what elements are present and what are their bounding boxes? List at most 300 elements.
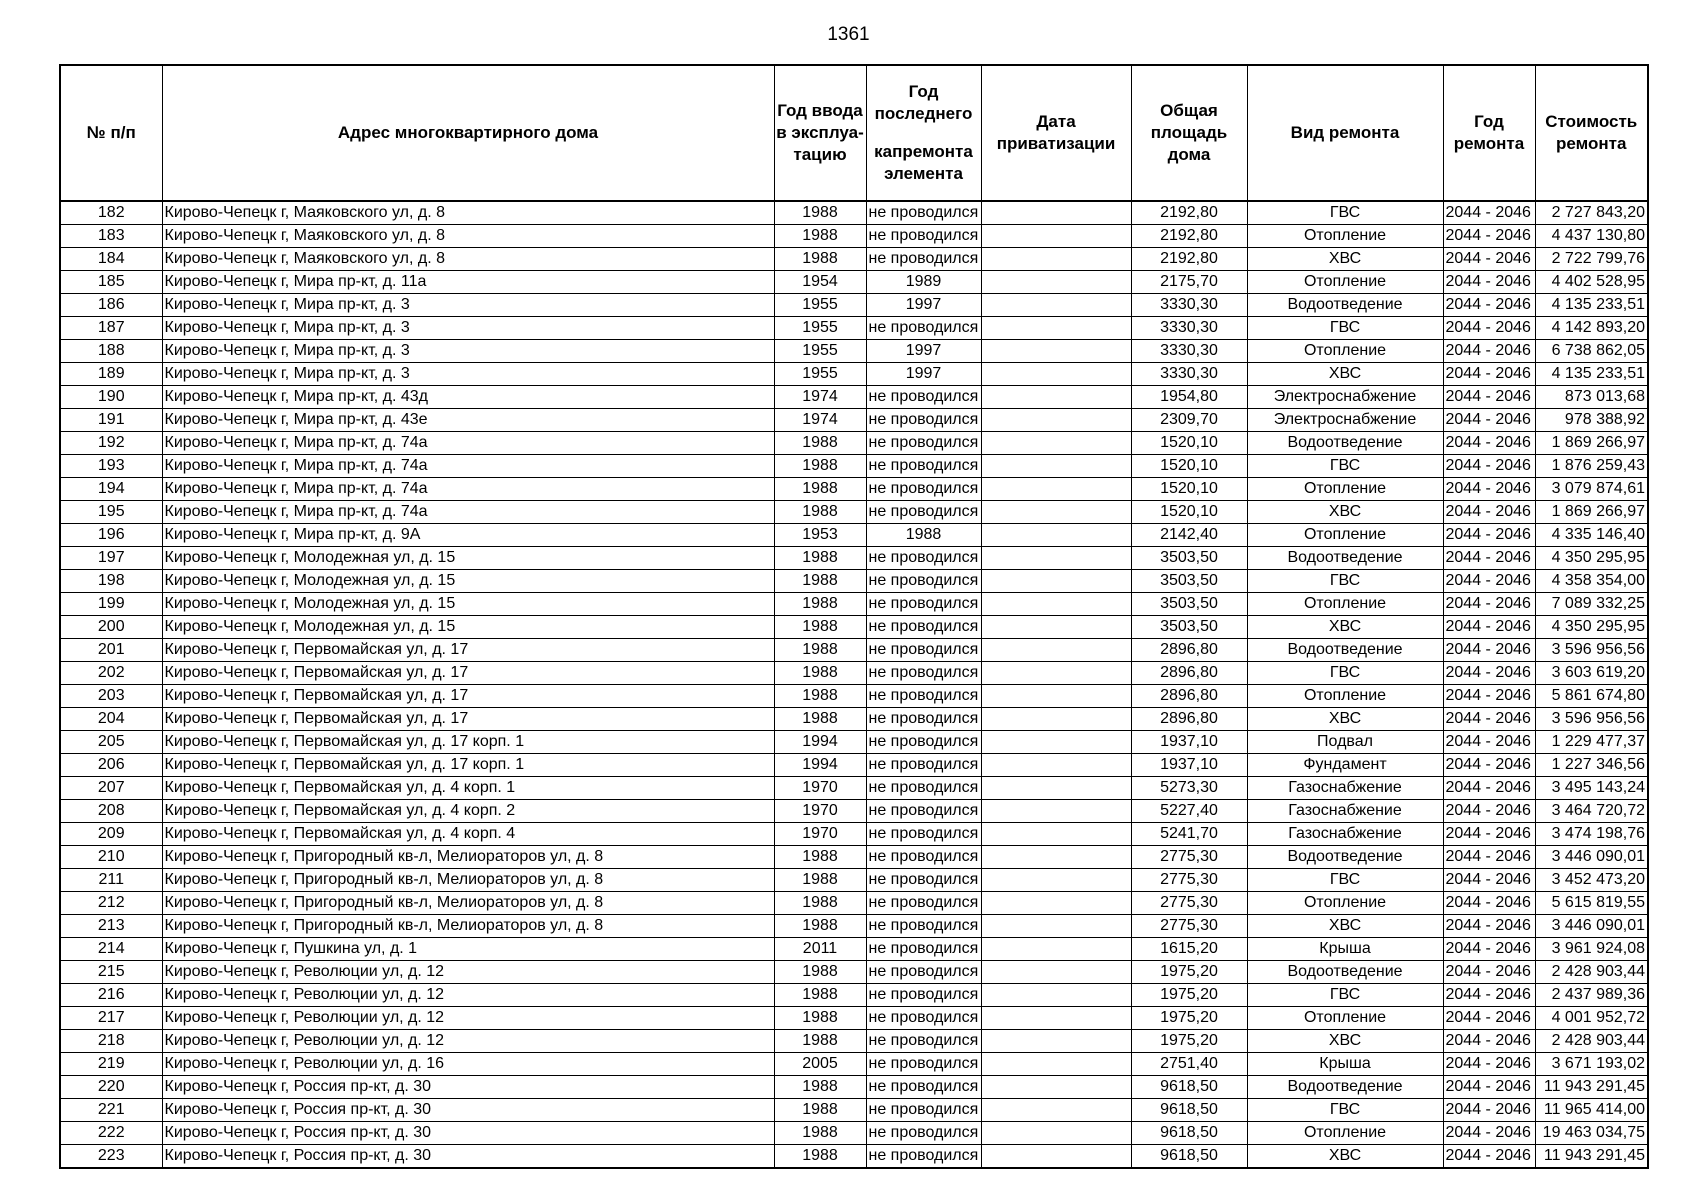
cell-last-repair: не проводился [866,201,981,225]
cell-address: Кирово-Чепецк г, Революции ул, д. 12 [162,1030,774,1053]
cell-num: 213 [60,915,162,938]
cell-year-built: 1988 [774,892,866,915]
cell-privatization [981,800,1131,823]
cell-num: 187 [60,317,162,340]
cell-address: Кирово-Чепецк г, Пригородный кв-л, Мелиораторов ул, д. 8 [162,892,774,915]
cell-last-repair: не проводился [866,501,981,524]
cell-area: 1975,20 [1131,1007,1247,1030]
cell-last-repair: не проводился [866,1145,981,1169]
cell-last-repair: не проводился [866,938,981,961]
cell-repair-period: 2044 - 2046 [1443,938,1535,961]
cell-year-built: 1988 [774,248,866,271]
cell-repair-type: Электроснабжение [1247,386,1443,409]
cell-cost: 978 388,92 [1535,409,1648,432]
header-last-repair [866,65,981,201]
cell-privatization [981,915,1131,938]
cell-last-repair: 1997 [866,340,981,363]
cell-address: Кирово-Чепецк г, Молодежная ул, д. 15 [162,547,774,570]
cell-address: Кирово-Чепецк г, Маяковского ул, д. 8 [162,248,774,271]
cell-repair-type: Водоотведение [1247,432,1443,455]
cell-year-built: 1953 [774,524,866,547]
cell-last-repair: не проводился [866,731,981,754]
cell-year-built: 1988 [774,708,866,731]
cell-cost: 1 876 259,43 [1535,455,1648,478]
cell-year-built: 1988 [774,547,866,570]
cell-repair-period: 2044 - 2046 [1443,984,1535,1007]
cell-num: 191 [60,409,162,432]
cell-area: 1520,10 [1131,455,1247,478]
header-repair-period: Год ремонта [1443,65,1535,201]
cell-repair-type: Электроснабжение [1247,409,1443,432]
cell-repair-type: Отопление [1247,685,1443,708]
cell-cost: 11 943 291,45 [1535,1076,1648,1099]
cell-privatization [981,363,1131,386]
cell-privatization [981,1099,1131,1122]
table-row [60,639,1648,662]
cell-last-repair: не проводился [866,892,981,915]
cell-address: Кирово-Чепецк г, Первомайская ул, д. 17 [162,662,774,685]
cell-privatization [981,984,1131,1007]
cell-repair-period: 2044 - 2046 [1443,1007,1535,1030]
cell-last-repair: не проводился [866,662,981,685]
table-row [60,478,1648,501]
table-row [60,616,1648,639]
cell-num: 184 [60,248,162,271]
cell-privatization [981,869,1131,892]
table-row [60,685,1648,708]
cell-num: 204 [60,708,162,731]
cell-num: 206 [60,754,162,777]
cell-repair-period: 2044 - 2046 [1443,915,1535,938]
cell-repair-period: 2044 - 2046 [1443,1053,1535,1076]
header-address: Адрес многоквартирного дома [162,65,774,201]
cell-repair-period: 2044 - 2046 [1443,754,1535,777]
cell-num: 205 [60,731,162,754]
cell-area: 2309,70 [1131,409,1247,432]
cell-area: 5273,30 [1131,777,1247,800]
cell-area: 1954,80 [1131,386,1247,409]
cell-cost: 5 861 674,80 [1535,685,1648,708]
repair-registry-table [59,64,1649,1169]
cell-last-repair: не проводился [866,777,981,800]
cell-area: 2896,80 [1131,662,1247,685]
cell-repair-type: ХВС [1247,363,1443,386]
cell-last-repair: не проводился [866,869,981,892]
cell-last-repair: не проводился [866,1122,981,1145]
cell-year-built: 1988 [774,1076,866,1099]
cell-area: 2192,80 [1131,201,1247,225]
cell-cost: 1 229 477,37 [1535,731,1648,754]
table-body [60,201,1648,1168]
cell-privatization [981,1053,1131,1076]
cell-area: 5241,70 [1131,823,1247,846]
cell-repair-type: ХВС [1247,1145,1443,1169]
cell-area: 2775,30 [1131,892,1247,915]
cell-area: 2751,40 [1131,1053,1247,1076]
cell-cost: 4 135 233,51 [1535,294,1648,317]
cell-cost: 3 464 720,72 [1535,800,1648,823]
cell-last-repair: не проводился [866,961,981,984]
cell-repair-period: 2044 - 2046 [1443,961,1535,984]
cell-year-built: 1974 [774,409,866,432]
cell-num: 216 [60,984,162,1007]
cell-area: 2192,80 [1131,225,1247,248]
table-row [60,432,1648,455]
table-row [60,800,1648,823]
cell-area: 3330,30 [1131,363,1247,386]
cell-num: 201 [60,639,162,662]
cell-num: 209 [60,823,162,846]
cell-repair-type: Отопление [1247,524,1443,547]
cell-repair-period: 2044 - 2046 [1443,662,1535,685]
cell-last-repair: не проводился [866,800,981,823]
cell-num: 192 [60,432,162,455]
cell-repair-type: Крыша [1247,938,1443,961]
cell-area: 2775,30 [1131,869,1247,892]
cell-repair-period: 2044 - 2046 [1443,409,1535,432]
cell-year-built: 1955 [774,340,866,363]
cell-privatization [981,754,1131,777]
cell-privatization [981,317,1131,340]
cell-repair-period: 2044 - 2046 [1443,846,1535,869]
cell-address: Кирово-Чепецк г, Маяковского ул, д. 8 [162,201,774,225]
cell-year-built: 1988 [774,225,866,248]
cell-repair-period: 2044 - 2046 [1443,685,1535,708]
cell-address: Кирово-Чепецк г, Мира пр-кт, д. 43д [162,386,774,409]
cell-area: 9618,50 [1131,1099,1247,1122]
cell-address: Кирово-Чепецк г, Первомайская ул, д. 4 корп. 4 [162,823,774,846]
cell-privatization [981,823,1131,846]
cell-year-built: 1988 [774,432,866,455]
cell-privatization [981,524,1131,547]
cell-cost: 3 446 090,01 [1535,846,1648,869]
cell-num: 215 [60,961,162,984]
table-row [60,1099,1648,1122]
cell-area: 1937,10 [1131,731,1247,754]
cell-area: 1975,20 [1131,961,1247,984]
table-row [60,409,1648,432]
cell-area: 1520,10 [1131,478,1247,501]
cell-num: 219 [60,1053,162,1076]
table-row [60,363,1648,386]
cell-year-built: 1970 [774,777,866,800]
cell-repair-type: ГВС [1247,317,1443,340]
cell-last-repair: 1989 [866,271,981,294]
cell-cost: 11 965 414,00 [1535,1099,1648,1122]
cell-address: Кирово-Чепецк г, Мира пр-кт, д. 74а [162,455,774,478]
cell-num: 212 [60,892,162,915]
cell-privatization [981,593,1131,616]
cell-last-repair: не проводился [866,846,981,869]
cell-year-built: 1988 [774,593,866,616]
cell-area: 2775,30 [1131,915,1247,938]
cell-num: 207 [60,777,162,800]
cell-repair-type: Подвал [1247,731,1443,754]
cell-cost: 4 350 295,95 [1535,616,1648,639]
cell-year-built: 1988 [774,1145,866,1169]
cell-repair-type: ХВС [1247,708,1443,731]
cell-address: Кирово-Чепецк г, Мира пр-кт, д. 74а [162,432,774,455]
cell-num: 189 [60,363,162,386]
cell-repair-type: Водоотведение [1247,547,1443,570]
cell-area: 2896,80 [1131,708,1247,731]
cell-privatization [981,501,1131,524]
table-row [60,201,1648,225]
cell-year-built: 1974 [774,386,866,409]
cell-repair-period: 2044 - 2046 [1443,823,1535,846]
cell-last-repair: не проводился [866,639,981,662]
table-header [60,65,1648,201]
cell-last-repair: не проводился [866,225,981,248]
cell-privatization [981,455,1131,478]
cell-area: 3503,50 [1131,547,1247,570]
cell-last-repair: не проводился [866,915,981,938]
cell-num: 190 [60,386,162,409]
cell-last-repair: не проводился [866,1053,981,1076]
cell-cost: 5 615 819,55 [1535,892,1648,915]
cell-privatization [981,1145,1131,1169]
cell-address: Кирово-Чепецк г, Мира пр-кт, д. 3 [162,317,774,340]
cell-repair-type: Фундамент [1247,754,1443,777]
cell-repair-type: Водоотведение [1247,294,1443,317]
cell-area: 9618,50 [1131,1076,1247,1099]
cell-year-built: 1988 [774,685,866,708]
table-row [60,961,1648,984]
cell-repair-period: 2044 - 2046 [1443,869,1535,892]
header-last-repair-bottom: капремонта элемента [874,142,973,183]
header-area: Общая площадь дома [1131,65,1247,201]
cell-repair-type: Отопление [1247,1007,1443,1030]
cell-repair-type: ХВС [1247,248,1443,271]
cell-cost: 3 596 956,56 [1535,639,1648,662]
cell-address: Кирово-Чепецк г, Первомайская ул, д. 4 корп. 2 [162,800,774,823]
cell-repair-type: ХВС [1247,616,1443,639]
cell-area: 2896,80 [1131,639,1247,662]
cell-year-built: 1988 [774,961,866,984]
cell-year-built: 1988 [774,1030,866,1053]
cell-num: 218 [60,1030,162,1053]
cell-cost: 3 671 193,02 [1535,1053,1648,1076]
header-repair-type: Вид ремонта [1247,65,1443,201]
cell-num: 193 [60,455,162,478]
cell-repair-period: 2044 - 2046 [1443,570,1535,593]
table-row [60,1122,1648,1145]
cell-address: Кирово-Чепецк г, Революции ул, д. 12 [162,1007,774,1030]
cell-year-built: 1988 [774,455,866,478]
cell-last-repair: не проводился [866,1099,981,1122]
cell-num: 202 [60,662,162,685]
cell-area: 1975,20 [1131,1030,1247,1053]
cell-year-built: 1988 [774,662,866,685]
cell-repair-type: Отопление [1247,593,1443,616]
cell-num: 182 [60,201,162,225]
cell-year-built: 1955 [774,294,866,317]
cell-address: Кирово-Чепецк г, Первомайская ул, д. 17 [162,685,774,708]
cell-repair-period: 2044 - 2046 [1443,524,1535,547]
cell-privatization [981,409,1131,432]
cell-year-built: 1955 [774,317,866,340]
header-year-built: Год ввода в эксплуа-тацию [774,65,866,201]
cell-repair-period: 2044 - 2046 [1443,800,1535,823]
table-row [60,340,1648,363]
cell-repair-period: 2044 - 2046 [1443,708,1535,731]
cell-privatization [981,846,1131,869]
cell-repair-type: ГВС [1247,1099,1443,1122]
table-row [60,777,1648,800]
cell-area: 3330,30 [1131,317,1247,340]
cell-repair-period: 2044 - 2046 [1443,294,1535,317]
cell-address: Кирово-Чепецк г, Россия пр-кт, д. 30 [162,1122,774,1145]
cell-repair-period: 2044 - 2046 [1443,892,1535,915]
cell-cost: 11 943 291,45 [1535,1145,1648,1169]
table-row [60,248,1648,271]
cell-repair-type: Отопление [1247,225,1443,248]
cell-repair-type: Отопление [1247,892,1443,915]
cell-privatization [981,961,1131,984]
cell-repair-type: ГВС [1247,662,1443,685]
cell-year-built: 1988 [774,570,866,593]
cell-repair-type: Крыша [1247,1053,1443,1076]
cell-num: 211 [60,869,162,892]
table-row [60,1053,1648,1076]
cell-address: Кирово-Чепецк г, Маяковского ул, д. 8 [162,225,774,248]
cell-address: Кирово-Чепецк г, Молодежная ул, д. 15 [162,570,774,593]
cell-cost: 873 013,68 [1535,386,1648,409]
cell-year-built: 2005 [774,1053,866,1076]
cell-area: 1520,10 [1131,501,1247,524]
cell-privatization [981,547,1131,570]
table-row [60,271,1648,294]
cell-last-repair: не проводился [866,409,981,432]
cell-address: Кирово-Чепецк г, Первомайская ул, д. 17 [162,639,774,662]
cell-privatization [981,708,1131,731]
cell-address: Кирово-Чепецк г, Первомайская ул, д. 17 корп. 1 [162,754,774,777]
cell-repair-type: Отопление [1247,1122,1443,1145]
cell-repair-type: ГВС [1247,869,1443,892]
cell-year-built: 1988 [774,984,866,1007]
cell-privatization [981,432,1131,455]
cell-repair-type: ХВС [1247,1030,1443,1053]
header-num: № п/п [60,65,162,201]
cell-area: 3330,30 [1131,340,1247,363]
cell-address: Кирово-Чепецк г, Первомайская ул, д. 4 корп. 1 [162,777,774,800]
cell-repair-period: 2044 - 2046 [1443,1099,1535,1122]
cell-cost: 3 603 619,20 [1535,662,1648,685]
cell-last-repair: не проводился [866,455,981,478]
cell-address: Кирово-Чепецк г, Мира пр-кт, д. 74а [162,478,774,501]
cell-repair-period: 2044 - 2046 [1443,547,1535,570]
table-row [60,225,1648,248]
cell-last-repair: не проводился [866,823,981,846]
cell-year-built: 1954 [774,271,866,294]
table-row [60,501,1648,524]
cell-year-built: 1988 [774,501,866,524]
cell-address: Кирово-Чепецк г, Революции ул, д. 12 [162,984,774,1007]
cell-area: 2175,70 [1131,271,1247,294]
header-cost: Стоимость ремонта [1535,65,1648,201]
cell-num: 199 [60,593,162,616]
cell-repair-period: 2044 - 2046 [1443,363,1535,386]
table-row [60,938,1648,961]
cell-repair-type: Водоотведение [1247,846,1443,869]
cell-repair-period: 2044 - 2046 [1443,248,1535,271]
cell-last-repair: 1997 [866,363,981,386]
header-last-repair-top: Год последнего [874,82,973,123]
cell-privatization [981,201,1131,225]
cell-num: 185 [60,271,162,294]
cell-repair-type: Отопление [1247,340,1443,363]
cell-privatization [981,1076,1131,1099]
cell-num: 217 [60,1007,162,1030]
cell-privatization [981,386,1131,409]
cell-last-repair: не проводился [866,616,981,639]
cell-num: 214 [60,938,162,961]
cell-repair-period: 2044 - 2046 [1443,340,1535,363]
cell-year-built: 1988 [774,478,866,501]
cell-privatization [981,777,1131,800]
table-row [60,593,1648,616]
cell-repair-period: 2044 - 2046 [1443,225,1535,248]
cell-privatization [981,662,1131,685]
cell-year-built: 1988 [774,616,866,639]
cell-cost: 2 722 799,76 [1535,248,1648,271]
cell-repair-type: Газоснабжение [1247,800,1443,823]
cell-last-repair: не проводился [866,685,981,708]
cell-privatization [981,271,1131,294]
cell-num: 210 [60,846,162,869]
cell-cost: 4 001 952,72 [1535,1007,1648,1030]
cell-cost: 1 869 266,97 [1535,501,1648,524]
cell-year-built: 1988 [774,846,866,869]
cell-last-repair: 1997 [866,294,981,317]
cell-num: 220 [60,1076,162,1099]
table-row [60,823,1648,846]
cell-repair-period: 2044 - 2046 [1443,271,1535,294]
cell-repair-type: ХВС [1247,501,1443,524]
table-row [60,455,1648,478]
cell-repair-period: 2044 - 2046 [1443,386,1535,409]
table-row [60,846,1648,869]
table-row [60,754,1648,777]
cell-address: Кирово-Чепецк г, Мира пр-кт, д. 43е [162,409,774,432]
cell-area: 1615,20 [1131,938,1247,961]
cell-cost: 3 446 090,01 [1535,915,1648,938]
cell-last-repair: не проводился [866,708,981,731]
cell-year-built: 1988 [774,1007,866,1030]
cell-repair-period: 2044 - 2046 [1443,639,1535,662]
table-row [60,731,1648,754]
cell-year-built: 1988 [774,869,866,892]
cell-year-built: 1994 [774,731,866,754]
cell-area: 2896,80 [1131,685,1247,708]
cell-repair-period: 2044 - 2046 [1443,731,1535,754]
cell-repair-period: 2044 - 2046 [1443,501,1535,524]
cell-repair-type: Газоснабжение [1247,823,1443,846]
cell-year-built: 1988 [774,201,866,225]
cell-address: Кирово-Чепецк г, Первомайская ул, д. 17 [162,708,774,731]
cell-repair-period: 2044 - 2046 [1443,777,1535,800]
table-row [60,708,1648,731]
cell-cost: 4 142 893,20 [1535,317,1648,340]
cell-num: 223 [60,1145,162,1169]
table-row [60,915,1648,938]
table-row [60,294,1648,317]
table-row [60,1076,1648,1099]
cell-cost: 2 428 903,44 [1535,961,1648,984]
cell-year-built: 1970 [774,800,866,823]
cell-year-built: 1970 [774,823,866,846]
cell-year-built: 1955 [774,363,866,386]
